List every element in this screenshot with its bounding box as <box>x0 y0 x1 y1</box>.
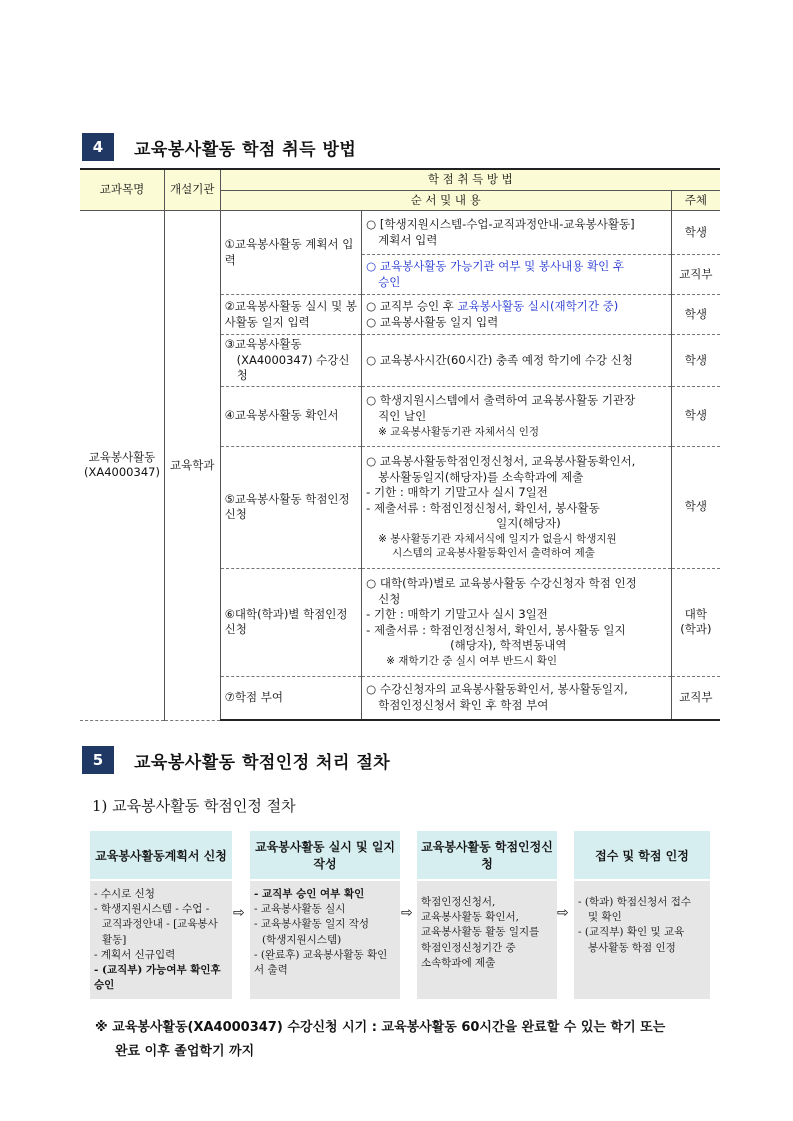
text-line: - 기한 : 매학기 기말고사 실시 7일전 <box>366 485 548 500</box>
text-line: ○ 교육봉사활동학점인정신청서, 교육봉사활동확인서, <box>366 454 636 469</box>
flow-step-title: 접수 및 학점 인정 <box>574 831 710 879</box>
subsection-title: 1) 교육봉사활동 학점인정 절차 <box>92 797 296 815</box>
note-line: ※ 교육봉사활동(XA4000347) 수강신청 시기 : 교육봉사활동 60시간을 완료할 수 있는 학기 또는 <box>95 1020 666 1035</box>
text-part: ○ 교직부 승인 후 <box>366 299 458 314</box>
subject-cell: 학생 <box>671 295 720 335</box>
step7-label: ⑦학점 부여 <box>220 676 362 720</box>
registration-note <box>95 1016 725 1064</box>
flow-step-2 <box>250 831 400 999</box>
subject-cell: 학생 <box>671 335 720 387</box>
flow-arrow-icon: ⇨ <box>557 905 569 921</box>
text-line: 교직과정안내 - [교육봉사 <box>102 918 218 931</box>
step1-row-a <box>362 211 672 255</box>
header-subject: 주체 <box>671 190 720 211</box>
text-line: - 수시로 신청 <box>94 888 155 900</box>
text-line: 활동] <box>102 933 127 946</box>
text-line: 계획서 입력 <box>378 232 438 247</box>
note-line: 시스템의 교육봉사활동확인서 출력하여 제출 <box>392 546 595 559</box>
note-line: ※ 교육봉사활동기관 자체서식 인정 <box>378 425 539 438</box>
step3-content: ○ 교육봉사시간(60시간) 충족 예정 학기에 수강 신청 <box>362 335 672 387</box>
text-line: 교육봉사활동 활동 일지를 <box>421 926 540 939</box>
text-line: ○ 교육봉사활동 일지 입력 <box>366 314 499 329</box>
text-line: - 제출서류 : 학점인정신청서, 확인서, 봉사활동 일지 <box>366 622 626 637</box>
text-line: 봉사활동일지(해당자)를 소속학과에 제출 <box>378 469 584 484</box>
text-line: - 학생지원시스템 - 수업 - <box>94 903 210 916</box>
text-line: (XA4000347) 수강신청 <box>236 352 350 383</box>
section-5-heading <box>82 746 390 774</box>
section-number: 4 <box>82 133 114 161</box>
note-line: ※ 재학기간 중 실시 여부 반드시 확인 <box>386 654 557 667</box>
text-line: 승인 <box>378 274 401 289</box>
note-line: 완료 이후 졸업학기 까지 <box>115 1044 255 1060</box>
flow-step-title: 교육봉사활동 실시 및 일지 작성 <box>250 831 400 879</box>
subject-cell: 학생 <box>671 446 720 568</box>
text-line: 학점인정신청기간 중 <box>421 941 516 954</box>
step6-content <box>362 568 672 676</box>
highlight-text: 교육봉사활동 실시(재학기간 중) <box>457 299 619 314</box>
header-course: 교과목명 <box>80 169 164 211</box>
text-line: ○ 교육봉사활동 가능기관 여부 및 봉사내용 확인 후 <box>366 259 624 274</box>
text-line: (해당자), 학적변동내역 <box>450 638 567 653</box>
text-line: 봉사활동 학점 인정 <box>588 941 676 954</box>
flow-step-title: 교육봉사활동계획서 신청 <box>90 831 232 879</box>
text-line <box>366 299 667 315</box>
flow-step-3 <box>417 831 557 999</box>
course-name: 교육봉사활동 <box>88 449 156 464</box>
course-name-cell <box>80 211 164 721</box>
course-code: (XA4000347) <box>84 465 160 480</box>
section-title: 교육봉사활동 학점 취득 방법 <box>134 139 357 160</box>
text-line: ○ 수강신청자의 교육봉사활동확인서, 봉사활동일지, <box>366 682 628 697</box>
text-line: 소속학과에 제출 <box>421 956 496 969</box>
credit-method-table <box>80 168 720 721</box>
text-line: 및 확인 <box>588 911 622 924</box>
text-line: 학점인정신청서, <box>421 896 496 908</box>
text-line-bold: - (교직부) 가능여부 확인후 승인 <box>94 964 221 992</box>
text-line: ③교육봉사활동 <box>224 337 302 352</box>
step4-label: ④교육봉사활동 확인서 <box>220 386 362 446</box>
text-line: ○ 학생지원시스템에서 출력하여 교육봉사활동 기관장 <box>366 393 636 408</box>
text-line: 신청 <box>378 591 401 606</box>
step7-content <box>362 676 672 720</box>
text-line: - (교직부) 확인 및 교육 <box>578 926 685 939</box>
subject-cell: 학생 <box>671 211 720 255</box>
subject-cell: 학생 <box>671 386 720 446</box>
header-order: 순 서 및 내 용 <box>220 190 671 211</box>
flow-step-body <box>250 881 400 999</box>
step1-row-b <box>362 255 672 295</box>
subject-cell: 교직부 <box>671 255 720 295</box>
step6-label: ⑥대학(학과)별 학점인정 신청 <box>220 568 362 676</box>
text-line: - 교육봉사활동 실시 <box>254 903 346 916</box>
subject-cell <box>671 568 720 676</box>
step5-content <box>362 446 672 568</box>
text-line: ○ [학생지원시스템-수업-교직과정안내-교육봉사활동] <box>366 217 635 232</box>
step3-label <box>220 335 362 387</box>
flow-arrow-icon: ⇨ <box>233 905 245 921</box>
text-line: - (완료후) 교육봉사활동 확인서 출력 <box>254 948 388 977</box>
flow-step-body <box>90 881 232 999</box>
text-line: 일지(해당자) <box>496 516 561 531</box>
text-line: (학과) <box>680 622 712 637</box>
flow-step-title: 교육봉사활동 학점인정신청 <box>417 831 557 879</box>
section-title: 교육봉사활동 학점인정 처리 절차 <box>134 752 391 773</box>
text-line: (학생지원시스템) <box>262 933 342 946</box>
text-line: 학점인정신청서 확인 후 학점 부여 <box>378 697 549 712</box>
flow-step-4 <box>574 831 710 999</box>
step2-content <box>362 295 672 335</box>
text-line: - 기한 : 매학기 기말고사 실시 3일전 <box>366 607 548 622</box>
section-4-heading <box>82 133 356 161</box>
text-line: - (학과) 학점신청서 접수 <box>578 896 692 908</box>
text-line: - 교육봉사활동 일지 작성 <box>254 918 369 931</box>
header-org: 개설기관 <box>164 169 220 211</box>
step1-label: ①교육봉사활동 계획서 입력 <box>220 211 362 295</box>
step2-label: ②교육봉사활동 실시 및 봉사활동 일지 입력 <box>220 295 362 335</box>
text-line-bold: - 교직부 승인 여부 확인 <box>254 888 365 900</box>
subject-cell: 교직부 <box>671 676 720 720</box>
section-number: 5 <box>82 746 114 774</box>
text-line: ○ 대학(학과)별로 교육봉사활동 수강신청자 학점 인정 <box>366 576 637 591</box>
text-line: 교육봉사활동 확인서, <box>421 911 519 924</box>
step4-content <box>362 386 672 446</box>
flow-step-1 <box>90 831 232 999</box>
text-line: 직인 날인 <box>378 408 427 423</box>
flow-arrow-icon: ⇨ <box>401 905 413 921</box>
text-line: 대학 <box>684 606 707 621</box>
text-line: - 제출서류 : 학점인정신청서, 확인서, 봉사활동 <box>366 500 600 515</box>
header-method: 학 점 취 득 방 법 <box>220 169 720 190</box>
org-cell: 교육학과 <box>164 211 220 721</box>
flow-step-body <box>417 881 557 999</box>
step5-label: ⑤교육봉사활동 학점인정 신청 <box>220 446 362 568</box>
text-line: - 계획서 신규입력 <box>94 948 176 961</box>
flow-step-body <box>574 881 710 999</box>
note-line: ※ 봉사활동기관 자체서식에 일지가 없을시 학생지원 <box>378 532 617 545</box>
